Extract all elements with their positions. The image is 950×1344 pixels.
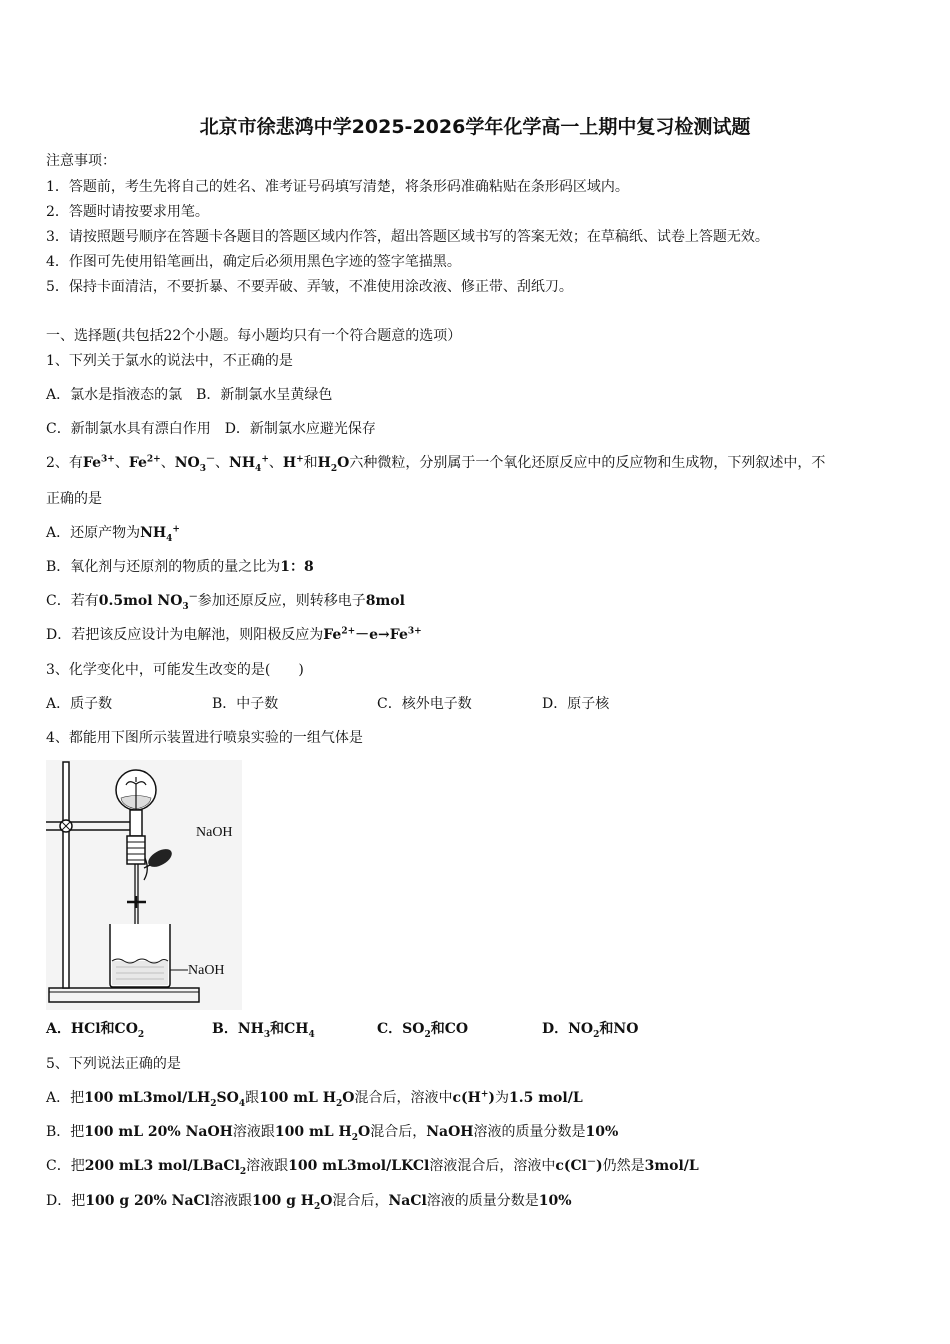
notice-item: 3．请按照题号顺序在答题卡各题目的答题区域内作答，超出答题区域书写的答案无效；在草稿纸、试卷上答题无效。 (46, 229, 769, 245)
notice-heading: 注意事项： (46, 153, 116, 169)
question-3-options (46, 695, 906, 713)
option-b: B．$NH_3$和$CH_4$ (212, 1021, 315, 1040)
figure-label-naoh-dropper: NaOH (196, 825, 233, 840)
question-3-stem: 3、化学变化中，可能发生改变的是( ) (46, 662, 304, 678)
notice-item: 2．答题时请按要求用笔。 (46, 204, 209, 220)
question-1-stem: 1、下列关于氯水的说法中，不正确的是 (46, 353, 293, 369)
figure-label-naoh-beaker: NaOH (188, 963, 225, 978)
question-2-stem-cont: 正确的是 (46, 491, 102, 507)
question-2-option-c: C．若有0.5mol $NO_3^-$参加还原反应，则转移电子8mol (46, 592, 405, 612)
notice-item: 4．作图可先使用铅笔画出，确定后必须用黑色字迹的签字笔描黑。 (46, 254, 461, 270)
question-2-stem: 2、有$Fe^{3+}$、$Fe^{2+}$、$NO_3^-$、$NH_4^+$、H+和$H_2O$六种微粒，分别属于一个氧化还原反应中的反应物和生成物，下列叙述中，不 (46, 454, 826, 474)
page-title: 北京市徐悲鸿中学2025-2026学年化学高一上期中复习检测试题 (199, 116, 751, 138)
question-5-option-d: D．把100 g 20% NaCl溶液跟100 g $H_2O$混合后，NaCl溶液的质量分数是10% (46, 1193, 572, 1212)
question-5-option-b: B．把100 mL 20% NaOH溶液跟100 mL $H_2O$混合后，NaOH溶液的质量分数是10% (46, 1124, 619, 1143)
option-b: B．中子数 (212, 696, 279, 712)
option-c: C．核外电子数 (377, 696, 472, 712)
question-2-option-a: A．还原产物为$NH_4^+$ (46, 524, 180, 544)
question-4-options (46, 1020, 906, 1038)
option-a: A．HCl和$CO_2$ (46, 1021, 145, 1040)
question-5-option-a: A．把100 $mL3mol/LH_2SO_4$跟100 mL $H_2O$混合后，溶液中c(H+)为1.5 mol/L (46, 1089, 583, 1109)
notice-item: 5．保持卡面清洁，不要折暴、不要弄破、弄皱，不准使用涂改液、修正带、刮纸刀。 (46, 279, 573, 295)
notice-item: 1．答题前，考生先将自己的姓名、准考证号码填写清楚，将条形码准确粘贴在条形码区域内。 (46, 179, 629, 195)
fountain-experiment-figure (46, 760, 242, 1010)
question-5-stem: 5、下列说法正确的是 (46, 1056, 181, 1072)
question-1-options-row: C．新制氯水具有漂白作用 D．新制氯水应避光保存 (46, 421, 376, 437)
section-heading: 一、选择题(共包括22个小题。每小题均只有一个符合题意的选项） (46, 328, 462, 344)
option-d: D．原子核 (542, 696, 610, 712)
question-5-option-c: C．把200 mL3 mol/LBaCl$_2$溶液跟100 mL3mol/LKCl溶液混合后，溶液中c(Cl－)仍然是3mol/L (46, 1157, 699, 1177)
option-c: C．$SO_2$和CO (377, 1021, 469, 1040)
question-2-option-d: D．若把该反应设计为电解池，则阳极反应为$Fe^{2+}-e\to Fe^{3+}$ (46, 626, 422, 643)
question-1-options-row: A．氯水是指液态的氯 B．新制氯水呈黄绿色 (46, 387, 333, 403)
option-d: D．$NO_2$和NO (542, 1021, 639, 1040)
option-a: A．质子数 (46, 696, 113, 712)
question-4-stem: 4、都能用下图所示装置进行喷泉实验的一组气体是 (46, 730, 363, 746)
question-2-option-b: B．氧化剂与还原剂的物质的量之比为1：8 (46, 559, 314, 575)
